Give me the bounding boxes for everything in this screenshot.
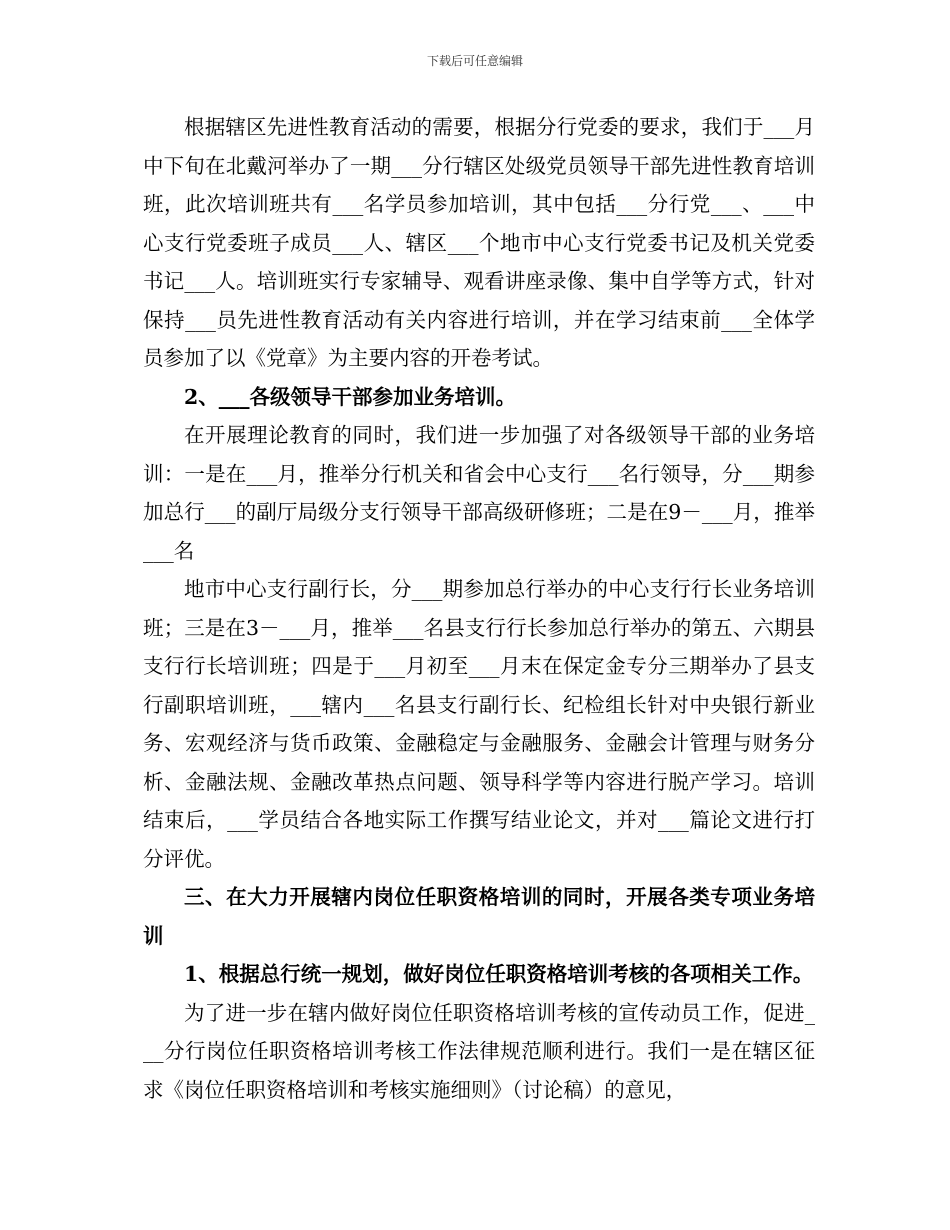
heading-section-three: 三、在大力开展辖内岗位任职资格培训的同时，开展各类专项业务培训 (143, 885, 815, 948)
paragraph-business-training: 在开展理论教育的同时，我们进一步加强了对各级领导干部的业务培训：一是在___月，推举分行机关和省会中心支行___名行领导，分___期参加总行___的副厅局级分支行领导干部高级研修班；二是在9－___月，推举___名 (143, 423, 815, 563)
heading-qualification-work: 1、根据总行统一规划，做好岗位任职资格培训考核的各项相关工作。 (184, 962, 814, 986)
page-header: 下载后可任意编辑 (426, 54, 523, 68)
heading-leader-business-training: 2、___各级领导干部参加业务培训。 (184, 384, 517, 409)
paragraph-training-class: 根据辖区先进性教育活动的需要，根据分行党委的要求，我们于___月中下旬在北戴河举办了一期___分行辖区处级党员领导干部先进性教育培训班，此次培训班共有___名学员参加培训，其中包括___分行党___、___中心支行党委班子成员___人、辖区___个地市中心支行党委书记及机关党委书记___人。培训班实行专家辅导、观看讲座录像、集中自学等方式，针对保持___员先进性教育活动有关内容进行培训，并在学习结束前___全体学员参加了以《党章》为主要内容的开卷考试。 (143, 115, 815, 370)
paragraph-qualification-publicity: 为了进一步在辖内做好岗位任职资格培训考核的宣传动员工作，促进___分行岗位任职资格培训考核工作法律规范顺利进行。我们一是在辖区征求《岗位任职资格培训和考核实施细则》（讨论稿）的意见， (143, 1000, 815, 1102)
document-body (143, 108, 815, 1109)
paragraph-deputy-training: 地市中心支行副行长，分___期参加总行举办的中心支行行长业务培训班；三是在3－___月，推举___名县支行行长参加总行举办的第五、六期县支行行长培训班；四是于___月初至___月末在保定金专分三期举办了县支行副职培训班，___辖内___名县支行副行长、纪检组长针对中央银行新业务、宏观经济与货币政策、金融稳定与金融服务、金融会计管理与财务分析、金融法规、金融改革热点问题、领导科学等内容进行脱产学习。培训结束后，___学员结合各地实际工作撰写结业论文，并对___篇论文进行打分评优。 (143, 577, 815, 871)
